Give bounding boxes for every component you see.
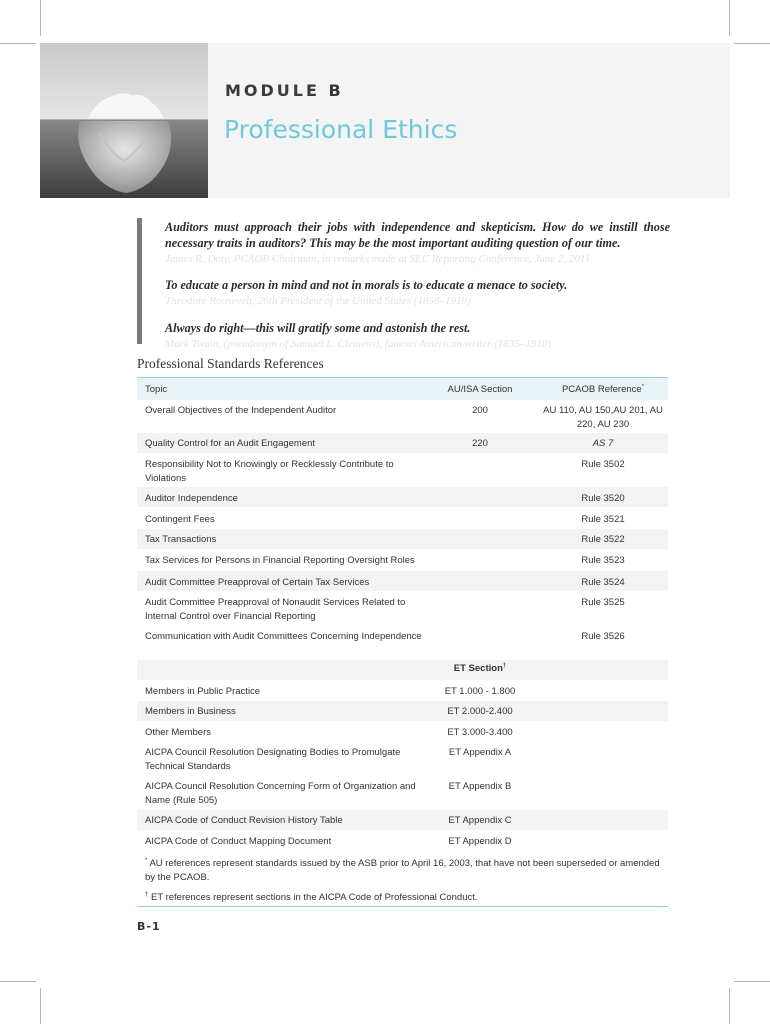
- table-cell-topic: Communication with Audit Committees Concerning Independence: [145, 631, 422, 642]
- table-cell-topic: Members in Business: [145, 706, 236, 717]
- quote-text: Auditors must approach their jobs with independence and skepticism. How do we instill those necessary traits in auditors? This may be the most important auditing question of our time.: [165, 220, 670, 250]
- table-cell-topic: Contingent Fees: [145, 514, 215, 525]
- table-cell-et: ET 2.000-2.400: [447, 706, 513, 717]
- column-header-pcaob: [538, 384, 668, 395]
- table-cell-pcaob: Rule 3522: [581, 534, 625, 545]
- table-row-shade: [137, 660, 668, 680]
- table-cell-pcaob: Rule 3524: [581, 577, 625, 588]
- table-cell-topic: Overall Objectives of the Independent Auditor: [145, 405, 337, 416]
- table-cell-et: ET Appendix C: [448, 815, 512, 826]
- table-cell-et: ET Appendix D: [448, 836, 512, 847]
- footnote-text: ET references represent sections in the AICPA Code of Professional Conduct.: [150, 892, 478, 904]
- table-cell-topic: AICPA Code of Conduct Revision History Table: [145, 815, 343, 826]
- table-cell-topic: Other Members: [145, 727, 211, 738]
- table-cell-au-isa: 220: [472, 438, 488, 449]
- footnote-text: AU references represent standards issued by the ASB prior to April 16, 2003, that have not been superseded or amended by the PCAOB.: [145, 858, 660, 883]
- table-cell-au-isa: 200: [472, 405, 488, 416]
- table-cell-topic: Audit Committee Preapproval of Nonaudit Services Related to Internal Control over Financial Reporting: [145, 597, 406, 622]
- table-cell-topic: Auditor Independence: [145, 493, 238, 504]
- iceberg-icon: [40, 43, 208, 198]
- table-cell-pcaob: Rule 3526: [581, 631, 625, 642]
- crop-mark: [40, 0, 41, 36]
- quote-source: James R. Doty, PCAOB Chairman, in remarks made at SEC Reporting Conference, June 2, 2011: [165, 253, 591, 265]
- et-section-label: ET Section: [453, 663, 503, 675]
- table-cell-topic: Responsibility Not to Knowingly or Recklessly Contribute to Violations: [145, 459, 394, 484]
- section-heading: Professional Standards References: [137, 356, 324, 371]
- table-header-row: [137, 378, 668, 400]
- table-cell-pcaob: Rule 3523: [581, 555, 625, 566]
- module-header: [40, 43, 730, 198]
- column-header-pcaob-label: PCAOB Reference: [561, 384, 642, 396]
- table-cell-pcaob: Rule 3520: [581, 493, 625, 504]
- table-cell-topic: AICPA Code of Conduct Mapping Document: [145, 836, 332, 847]
- table-cell-et: ET 3.000-3.400: [447, 727, 513, 738]
- iceberg-image: [40, 43, 208, 198]
- crop-mark: [40, 988, 41, 1024]
- table-cell-et: ET Appendix A: [448, 747, 512, 758]
- crop-mark: [0, 981, 36, 982]
- table-cell-pcaob: AU 110, AU 150,AU 201, AU 220, AU 230: [543, 405, 663, 430]
- footnote: [145, 889, 665, 905]
- table-cell-topic: Tax Transactions: [145, 534, 217, 545]
- quote-text: To educate a person in mind and not in morals is to educate a menace to society.: [165, 278, 568, 292]
- table-cell-topic: Tax Services for Persons in Financial Reporting Oversight Roles: [145, 555, 415, 566]
- table-cell-topic: AICPA Council Resolution Designating Bodies to Promulgate Technical Standards: [145, 747, 401, 772]
- crop-mark: [734, 43, 770, 44]
- quote-bar: [137, 218, 142, 344]
- quote-source: Mark Twain, (pseudonym of Samuel L. Clemens), famous American writer (1835–1910): [165, 338, 552, 350]
- table-cell-pcaob: Rule 3502: [581, 459, 625, 470]
- table-cell-topic: Quality Control for an Audit Engagement: [145, 438, 316, 449]
- table-cell-topic: Audit Committee Preapproval of Certain Tax Services: [145, 577, 370, 588]
- quote-source: Theodore Roosevelt, 26th President of the United States (1858–1919): [165, 295, 471, 307]
- footnote-marker: *: [641, 384, 645, 390]
- crop-mark: [0, 43, 36, 44]
- table-cell-et: ET Appendix B: [448, 781, 512, 792]
- table-cell-topic: Members in Public Practice: [145, 686, 261, 697]
- crop-mark: [734, 981, 770, 982]
- table-cell-topic: AICPA Council Resolution Concerning Form of Organization and Name (Rule 505): [145, 781, 416, 806]
- table-rule: [137, 906, 668, 907]
- column-header-topic: Topic: [145, 384, 168, 395]
- table-cell-pcaob: Rule 3525: [581, 597, 625, 608]
- page-number: B-1: [137, 920, 161, 933]
- footnote-marker: †: [145, 892, 149, 898]
- module-title: Professional Ethics: [224, 115, 458, 144]
- crop-mark: [729, 0, 730, 36]
- footnote-marker: †: [502, 663, 507, 669]
- footnote: [145, 855, 665, 884]
- crop-mark: [729, 988, 730, 1024]
- module-label: MODULE B: [225, 81, 344, 100]
- table-cell-pcaob: Rule 3521: [581, 514, 625, 525]
- table-cell-et: ET 1.000 - 1.800: [444, 686, 516, 697]
- footnote-marker: *: [145, 858, 148, 864]
- table-cell-pcaob: AS 7: [592, 438, 614, 449]
- quote-text: Always do right—this will gratify some and astonish the rest.: [165, 321, 471, 335]
- et-section-header: [420, 663, 540, 674]
- column-header-au-isa: AU/ISA Section: [447, 384, 513, 395]
